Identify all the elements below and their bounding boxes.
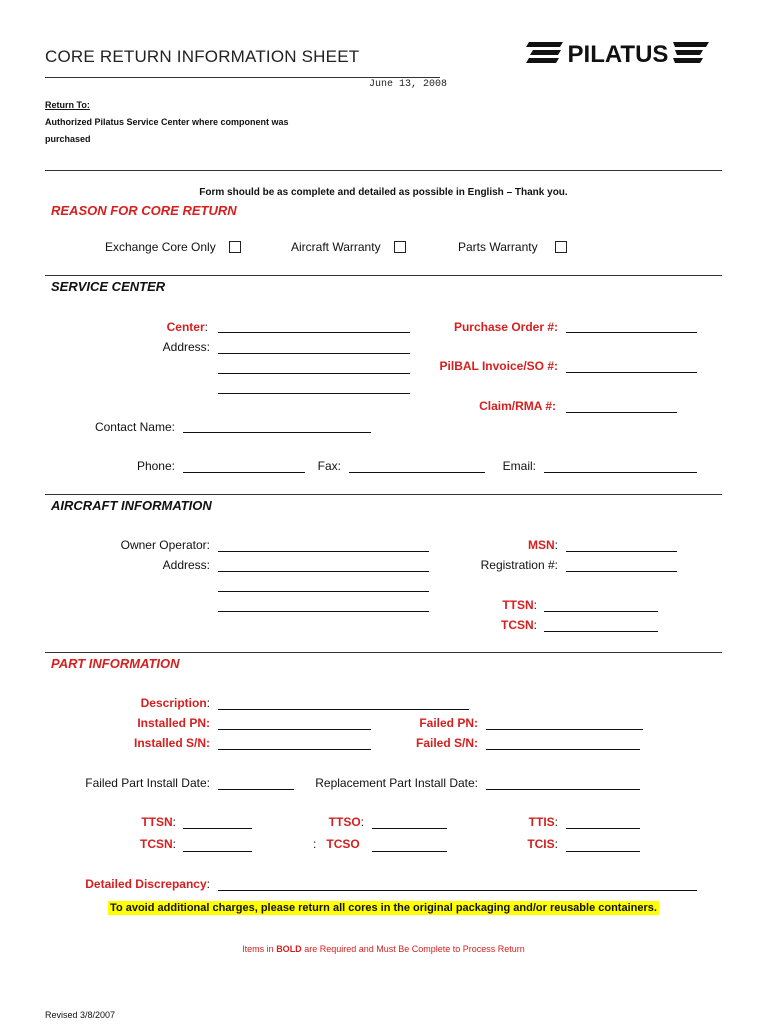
- part-heading: PART INFORMATION: [51, 656, 180, 671]
- part-ttsn-field[interactable]: [183, 828, 252, 829]
- part-tcis-label-colon: :: [554, 837, 558, 851]
- fax-label: Fax:: [317, 459, 341, 473]
- registration-field[interactable]: [566, 571, 677, 572]
- part-tcis-label: [500, 837, 558, 851]
- logo-text: PILATUS: [567, 41, 669, 68]
- description-field[interactable]: [218, 709, 469, 710]
- msn-label-colon: :: [554, 538, 558, 552]
- replacement-install-date-label: Replacement Part Install Date:: [315, 776, 478, 790]
- return-to-label: Return To:: [45, 100, 90, 110]
- part-ttis-label: [500, 815, 558, 829]
- form-note: Form should be as complete and detailed as possible in English – Thank you.: [199, 187, 568, 198]
- return-to-line2: purchased: [45, 134, 91, 144]
- exchange-core-checkbox[interactable]: [229, 241, 241, 253]
- packaging-notice: [45, 902, 722, 914]
- description-label-text: Description: [140, 696, 207, 710]
- contact-name-label: Contact Name:: [94, 420, 175, 434]
- owner-operator-field[interactable]: [218, 551, 429, 552]
- sc-address-field-3[interactable]: [218, 393, 410, 394]
- aircraft-warranty-label: Aircraft Warranty: [291, 240, 381, 254]
- part-ttsn-label: [120, 815, 176, 829]
- email-field[interactable]: [544, 472, 697, 473]
- ac-address-field-3[interactable]: [218, 611, 429, 612]
- part-ttso-field[interactable]: [372, 828, 447, 829]
- claim-rma-field[interactable]: [566, 412, 677, 413]
- email-label: Email:: [502, 459, 536, 473]
- required-note-post: are Required and Must Be Complete to Process Return: [301, 944, 525, 954]
- part-tcis-label-text: TCIS: [527, 837, 555, 851]
- center-label-text: Center: [166, 320, 205, 334]
- ac-ttsn-label: [460, 598, 537, 612]
- aircraft-divider: [45, 652, 722, 653]
- installed-pn-field[interactable]: [218, 729, 371, 730]
- part-tcsn-field[interactable]: [183, 851, 252, 852]
- ac-tcsn-label: [460, 618, 537, 632]
- pilatus-logo: [523, 38, 713, 68]
- phone-label: Phone:: [136, 459, 175, 473]
- ac-ttsn-label-colon: :: [533, 598, 537, 612]
- revision-footer: Revised 3/8/2007: [45, 1010, 116, 1020]
- reason-divider: [45, 275, 722, 276]
- part-ttis-label-text: TTIS: [528, 815, 555, 829]
- pilbal-invoice-field[interactable]: [566, 372, 697, 373]
- packaging-notice-text: To avoid additional charges, please return all cores in the original packaging and/or reusable containers.: [110, 902, 657, 914]
- part-ttso-label-text: TTSO: [328, 815, 361, 829]
- detailed-discrepancy-field[interactable]: [218, 890, 697, 891]
- part-ttis-field[interactable]: [566, 828, 640, 829]
- exchange-core-label: Exchange Core Only: [105, 240, 216, 254]
- owner-operator-label: Owner Operator:: [120, 538, 210, 552]
- sc-address-label: Address:: [162, 340, 210, 354]
- required-note-pre: Items in: [242, 944, 277, 954]
- part-ttso-label: [300, 815, 364, 829]
- aircraft-warranty-checkbox[interactable]: [394, 241, 406, 253]
- center-label-colon: :: [204, 320, 208, 334]
- part-tcso-label: [313, 837, 360, 851]
- required-note: [45, 944, 722, 954]
- failed-install-date-field[interactable]: [218, 789, 294, 790]
- msn-label-text: MSN: [527, 538, 555, 552]
- form-date: June 13, 2008: [369, 79, 448, 90]
- date-underline: [45, 77, 440, 78]
- service-center-divider: [45, 494, 722, 495]
- failed-pn-field[interactable]: [486, 729, 643, 730]
- contact-name-field[interactable]: [183, 432, 371, 433]
- registration-label: Registration #:: [480, 558, 558, 572]
- replacement-install-date-field[interactable]: [486, 789, 640, 790]
- purchase-order-field[interactable]: [566, 332, 697, 333]
- part-ttsn-label-colon: :: [172, 815, 176, 829]
- description-label-colon: :: [206, 696, 210, 710]
- part-tcis-field[interactable]: [566, 851, 640, 852]
- msn-label: [480, 538, 558, 552]
- center-label: [110, 320, 208, 334]
- installed-pn-label: Installed PN:: [137, 716, 210, 730]
- ac-tcsn-label-text: TCSN: [500, 618, 534, 632]
- ac-ttsn-label-text: TTSN: [502, 598, 534, 612]
- part-tcso-label-text: TCSO: [326, 837, 360, 851]
- ac-address-field-2[interactable]: [218, 591, 429, 592]
- failed-install-date-label: Failed Part Install Date:: [85, 776, 210, 790]
- pilbal-invoice-label: PilBAL Invoice/SO #:: [439, 359, 558, 373]
- ac-tcsn-label-colon: :: [533, 618, 537, 632]
- page-title: CORE RETURN INFORMATION SHEET: [45, 47, 360, 66]
- part-tcso-label-colon: :: [313, 837, 317, 851]
- detailed-discrepancy-label: [60, 877, 210, 891]
- installed-sn-field[interactable]: [218, 749, 371, 750]
- return-to-line1: Authorized Pilatus Service Center where component was: [45, 117, 289, 127]
- sc-address-field-1[interactable]: [218, 353, 410, 354]
- parts-warranty-checkbox[interactable]: [555, 241, 567, 253]
- ac-ttsn-field[interactable]: [544, 611, 658, 612]
- part-tcsn-label: [120, 837, 176, 851]
- center-field[interactable]: [218, 332, 410, 333]
- failed-pn-label: Failed PN:: [419, 716, 478, 730]
- fax-field[interactable]: [349, 472, 485, 473]
- msn-field[interactable]: [566, 551, 677, 552]
- description-label: [100, 696, 210, 710]
- failed-sn-field[interactable]: [486, 749, 640, 750]
- part-tcso-field[interactable]: [372, 851, 447, 852]
- phone-field[interactable]: [183, 472, 305, 473]
- failed-sn-label: Failed S/N:: [415, 736, 478, 750]
- installed-sn-label: Installed S/N:: [133, 736, 210, 750]
- claim-rma-label: Claim/RMA #:: [479, 399, 556, 413]
- detailed-discrepancy-label-text: Detailed Discrepancy: [85, 877, 207, 891]
- part-tcsn-label-text: TCSN: [139, 837, 173, 851]
- aircraft-heading: AIRCRAFT INFORMATION: [51, 498, 212, 513]
- part-tcsn-label-colon: :: [172, 837, 176, 851]
- reason-heading: REASON FOR CORE RETURN: [51, 203, 237, 218]
- part-ttis-label-colon: :: [554, 815, 558, 829]
- header-divider: [45, 170, 722, 171]
- parts-warranty-label: Parts Warranty: [458, 240, 538, 254]
- required-note-bold: BOLD: [276, 944, 302, 954]
- part-ttsn-label-text: TTSN: [141, 815, 173, 829]
- ac-tcsn-field[interactable]: [544, 631, 658, 632]
- ac-address-label: Address:: [162, 558, 210, 572]
- pilatus-logo-graphic: [523, 38, 713, 68]
- part-ttso-label-colon: :: [360, 815, 364, 829]
- ac-address-field-1[interactable]: [218, 571, 429, 572]
- service-center-heading: SERVICE CENTER: [51, 279, 166, 294]
- purchase-order-label: Purchase Order #:: [453, 320, 558, 334]
- detailed-discrepancy-label-colon: :: [206, 877, 210, 891]
- sc-address-field-2[interactable]: [218, 373, 410, 374]
